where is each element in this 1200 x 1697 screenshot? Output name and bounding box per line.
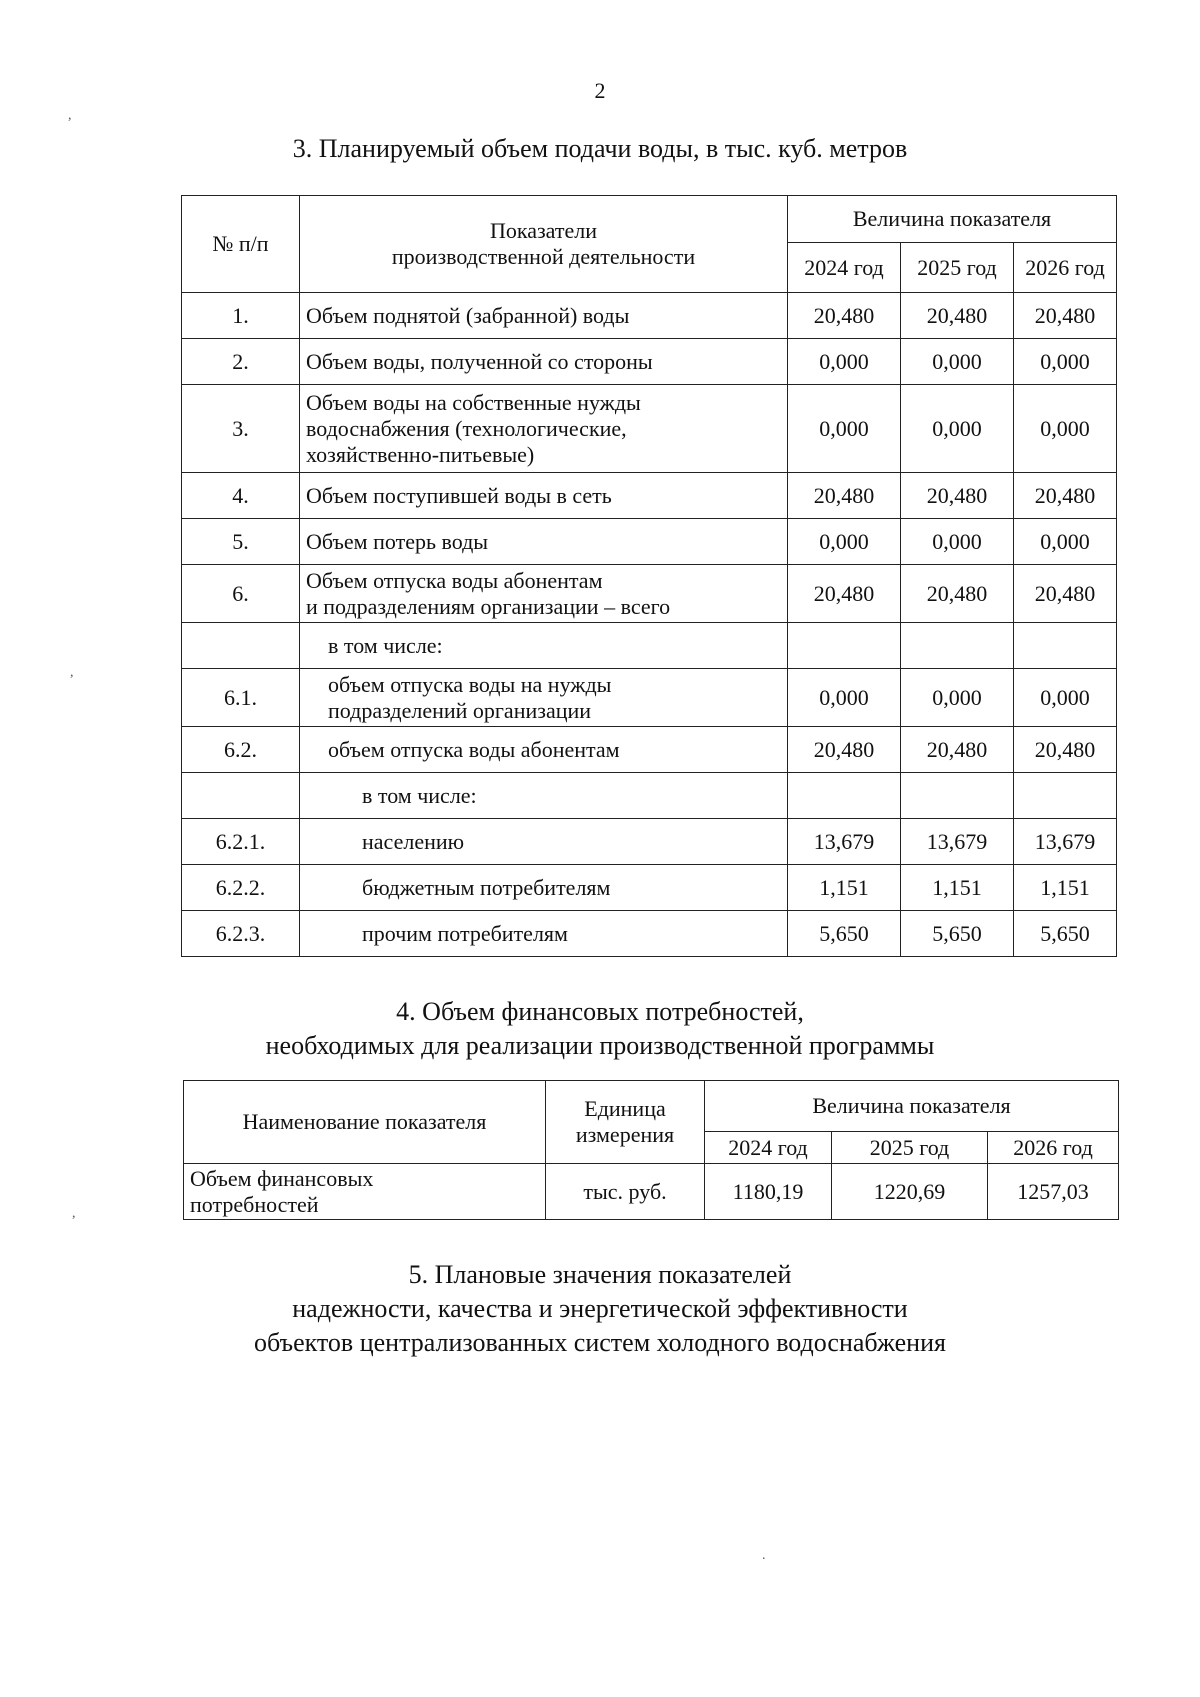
value-2025: 13,679	[901, 819, 1014, 865]
water-supply-table	[181, 195, 1117, 957]
header-unit	[546, 1081, 705, 1164]
section-5-title	[0, 1258, 1200, 1360]
scan-speck: ,	[70, 665, 74, 680]
value-2024: 5,650	[788, 911, 901, 957]
table-row	[182, 865, 1117, 911]
header-indicator	[300, 196, 788, 293]
table-row	[182, 293, 1117, 339]
page-number: 2	[594, 78, 606, 103]
section-5-title-line1: 5. Плановые значения показателей	[408, 1260, 792, 1289]
header-year-2025: 2025 год	[832, 1132, 988, 1164]
row-name-line: потребностей	[190, 1191, 319, 1217]
row-num: 6.2.2.	[182, 865, 300, 911]
table-row	[182, 473, 1117, 519]
value-2026: 1257,03	[988, 1164, 1119, 1220]
value-2026: 20,480	[1014, 473, 1117, 519]
row-num: 6.	[182, 565, 300, 623]
table-row	[182, 519, 1117, 565]
row-num: 6.2.	[182, 727, 300, 773]
value-2024: 20,480	[788, 293, 901, 339]
value-2025: 20,480	[901, 727, 1014, 773]
value-2024: 0,000	[788, 669, 901, 727]
header-value: Величина показателя	[705, 1081, 1119, 1132]
header-value: Величина показателя	[788, 196, 1117, 243]
value-2024: 0,000	[788, 339, 901, 385]
value-2025: 1220,69	[832, 1164, 988, 1220]
row-name-line: хозяйственно-питьевые)	[306, 441, 535, 467]
table-row	[182, 623, 1117, 669]
row-num	[182, 623, 300, 669]
section-5-title-line2: надежности, качества и энергетической эффективности	[292, 1294, 908, 1323]
table-row	[182, 727, 1117, 773]
value-2024: 13,679	[788, 819, 901, 865]
row-num: 6.2.1.	[182, 819, 300, 865]
value-2025: 1,151	[901, 865, 1014, 911]
header-indicator-line1: Показатели	[489, 218, 598, 243]
header-name: Наименование показателя	[184, 1081, 546, 1164]
section-4-title-line2: необходимых для реализации производственной программы	[265, 1031, 935, 1060]
value-2024: 20,480	[788, 727, 901, 773]
section-3-title-text: 3. Планируемый объем подачи воды, в тыс. куб. метров	[292, 134, 908, 163]
value-2026: 20,480	[1014, 727, 1117, 773]
row-num: 5.	[182, 519, 300, 565]
value-2026: 13,679	[1014, 819, 1117, 865]
row-num: 2.	[182, 339, 300, 385]
value-2026: 0,000	[1014, 385, 1117, 473]
value-2026: 0,000	[1014, 519, 1117, 565]
row-name: Объем потерь воды	[300, 519, 788, 565]
row-name: объем отпуска воды абонентам	[300, 727, 788, 773]
section-4-title	[0, 995, 1200, 1063]
table-row	[182, 819, 1117, 865]
scan-speck: ,	[72, 1206, 76, 1221]
row-name: Объем воды, полученной со стороны	[300, 339, 788, 385]
table-row	[182, 911, 1117, 957]
header-year-2024: 2024 год	[705, 1132, 832, 1164]
row-name: в том числе:	[300, 773, 788, 819]
value-2025: 0,000	[901, 669, 1014, 727]
value-2025: 20,480	[901, 293, 1014, 339]
value-2024: 0,000	[788, 385, 901, 473]
row-name	[184, 1164, 546, 1220]
scan-speck: ,	[68, 108, 72, 123]
row-unit: тыс. руб.	[546, 1164, 705, 1220]
row-name-line: водоснабжения (технологические,	[306, 415, 627, 441]
header-unit-line1: Единица	[584, 1096, 666, 1121]
header-year-2026: 2026 год	[988, 1132, 1119, 1164]
table-row	[184, 1164, 1119, 1220]
header-num: № п/п	[182, 196, 300, 293]
row-num: 1.	[182, 293, 300, 339]
section-4-title-line1: 4. Объем финансовых потребностей,	[396, 997, 804, 1026]
value-2025: 0,000	[901, 519, 1014, 565]
row-name: населению	[300, 819, 788, 865]
row-name-line: Объем отпуска воды абонентам	[306, 567, 603, 593]
value-2024: 20,480	[788, 473, 901, 519]
value-2025: 0,000	[901, 385, 1014, 473]
table-row	[182, 669, 1117, 727]
table-row	[182, 385, 1117, 473]
header-unit-line2: измерения	[575, 1122, 675, 1147]
table-row	[182, 339, 1117, 385]
value-2024: 0,000	[788, 519, 901, 565]
value-2026	[1014, 773, 1117, 819]
value-2026: 20,480	[1014, 293, 1117, 339]
value-2025: 20,480	[901, 473, 1014, 519]
row-name	[300, 385, 788, 473]
header-year-2024: 2024 год	[788, 243, 901, 293]
row-num	[182, 773, 300, 819]
value-2025	[901, 623, 1014, 669]
value-2025: 20,480	[901, 565, 1014, 623]
row-name-line: объем отпуска воды на нужды	[328, 671, 612, 697]
header-indicator-line2: производственной деятельности	[391, 244, 696, 269]
value-2026: 0,000	[1014, 669, 1117, 727]
row-name	[300, 565, 788, 623]
table-row	[182, 773, 1117, 819]
value-2026: 5,650	[1014, 911, 1117, 957]
row-name-line: и подразделениям организации – всего	[306, 593, 671, 619]
value-2026: 1,151	[1014, 865, 1117, 911]
row-name-line: Объем воды на собственные нужды	[306, 389, 641, 415]
row-name: Объем поступившей воды в сеть	[300, 473, 788, 519]
row-num: 6.1.	[182, 669, 300, 727]
row-name	[300, 669, 788, 727]
value-2024: 1180,19	[705, 1164, 832, 1220]
value-2024: 1,151	[788, 865, 901, 911]
value-2024	[788, 773, 901, 819]
value-2025	[901, 773, 1014, 819]
row-name-line: подразделений организации	[328, 697, 592, 723]
header-year-2025: 2025 год	[901, 243, 1014, 293]
value-2026	[1014, 623, 1117, 669]
value-2024: 20,480	[788, 565, 901, 623]
value-2024	[788, 623, 901, 669]
table-row	[182, 565, 1117, 623]
row-num: 3.	[182, 385, 300, 473]
section-3-title	[0, 132, 1200, 166]
section-5-title-line3: объектов централизованных систем холодного водоснабжения	[254, 1328, 946, 1357]
row-name: бюджетным потребителям	[300, 865, 788, 911]
row-name: в том числе:	[300, 623, 788, 669]
row-name: Объем поднятой (забранной) воды	[300, 293, 788, 339]
header-year-2026: 2026 год	[1014, 243, 1117, 293]
value-2026: 0,000	[1014, 339, 1117, 385]
financial-needs-table	[183, 1080, 1119, 1220]
row-num: 6.2.3.	[182, 911, 300, 957]
value-2025: 0,000	[901, 339, 1014, 385]
row-name-line: Объем финансовых	[190, 1165, 374, 1191]
row-num: 4.	[182, 473, 300, 519]
value-2025: 5,650	[901, 911, 1014, 957]
value-2026: 20,480	[1014, 565, 1117, 623]
scan-speck: .	[762, 1548, 766, 1563]
row-name: прочим потребителям	[300, 911, 788, 957]
